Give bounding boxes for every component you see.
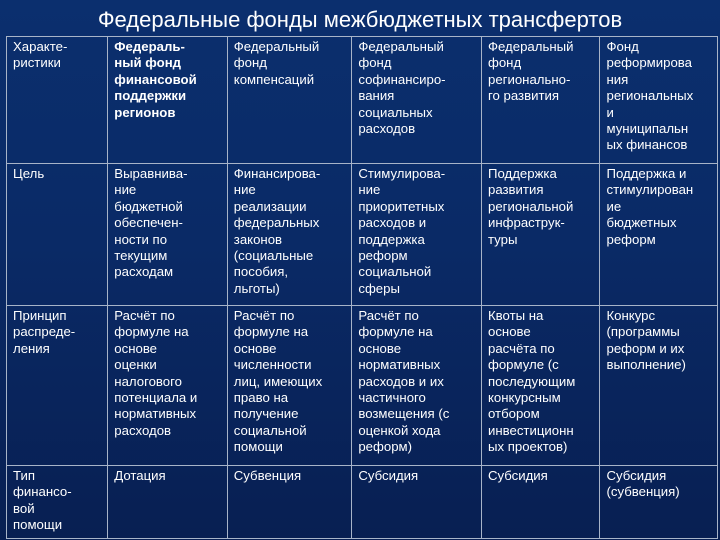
cell-distribution-regional-development: Квоты на основе расчёта по формуле (с последующим конкурсным отбором инвестиционн ых проектов) (481, 306, 600, 466)
cell-distribution-cofinancing: Расчёт по формуле на основе нормативных расходов и их частичного возмещения (с оценкой хода реформ) (352, 306, 482, 466)
cell-goal-cofinancing: Стимулирова- ние приоритетных расходов и поддержка реформ социальной сферы (352, 164, 482, 306)
cell-fund-compensation-header: Федеральный фонд компенсаций (227, 37, 352, 164)
cell-characteristics-header: Характе- ристики (7, 37, 108, 164)
page-title: Федеральные фонды межбюджетных трансфертов (97, 7, 623, 32)
table-row-goal (7, 164, 718, 306)
cell-distribution-compensation: Расчёт по формуле на основе численности лиц, имеющих право на получение социальной помощи (227, 306, 352, 466)
cell-fund-regional-development-header: Федеральный фонд регионально- го развития (481, 37, 600, 164)
cell-fund-financial-support-header: Федераль- ный фонд финансовой поддержки регионов (108, 37, 228, 164)
cell-distribution-label: Принцип распреде- ления (7, 306, 108, 466)
transfers-table (6, 36, 718, 539)
cell-fund-reform-header: Фонд реформирова ния региональных и муниципальн ых финансов (600, 37, 718, 164)
cell-aid-type-compensation: Субвенция (227, 466, 352, 539)
table-row-aid-type (7, 466, 718, 539)
cell-aid-type-regional-development: Субсидия (481, 466, 600, 539)
cell-distribution-reform: Конкурс (программы реформ и их выполнение) (600, 306, 718, 466)
cell-aid-type-reform: Субсидия (субвенция) (600, 466, 718, 539)
table-row-header (7, 37, 718, 164)
cell-goal-label: Цель (7, 164, 108, 306)
cell-aid-type-financial-support: Дотация (108, 466, 228, 539)
table-row-distribution (7, 306, 718, 466)
cell-aid-type-label: Тип финансо- вой помощи (7, 466, 108, 539)
cell-goal-regional-development: Поддержка развития региональной инфраструк- туры (481, 164, 600, 306)
cell-goal-financial-support: Выравнива- ние бюджетной обеспечен- ности по текущим расходам (108, 164, 228, 306)
cell-distribution-financial-support: Расчёт по формуле на основе оценки налогового потенциала и нормативных расходов (108, 306, 228, 466)
cell-aid-type-cofinancing: Субсидия (352, 466, 482, 539)
cell-fund-cofinancing-header: Федеральный фонд софинансиро- вания социальных расходов (352, 37, 482, 164)
cell-goal-compensation: Финансирова- ние реализации федеральных законов (социальные пособия, льготы) (227, 164, 352, 306)
cell-goal-reform: Поддержка и стимулирован ие бюджетных реформ (600, 164, 718, 306)
